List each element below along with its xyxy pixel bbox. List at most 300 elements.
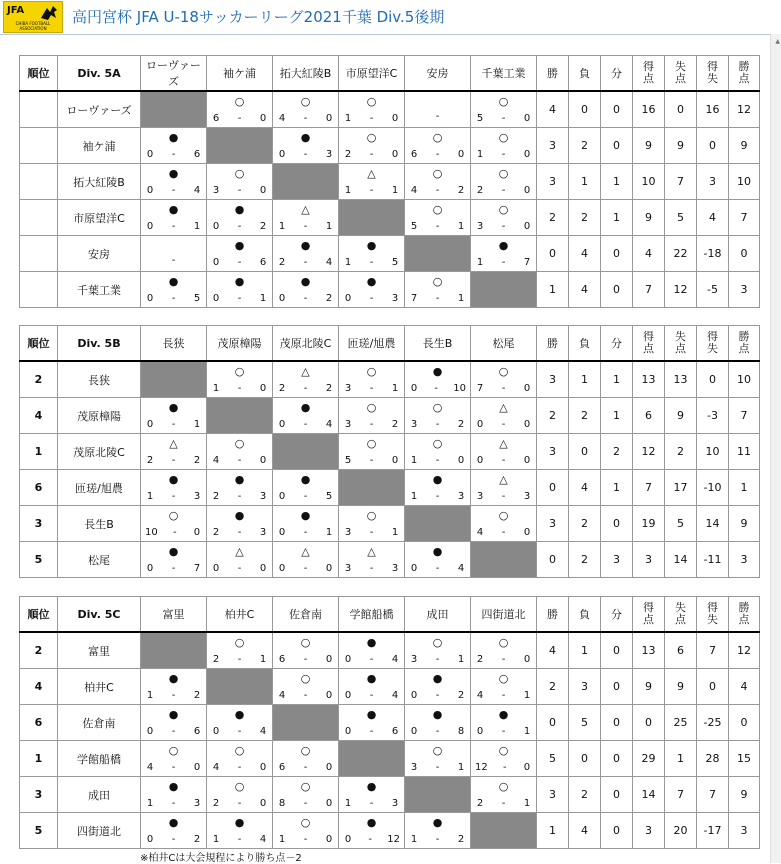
stat-ga: 2 [665, 434, 697, 470]
stat-w: 3 [537, 128, 569, 164]
score-dash: - [369, 654, 374, 665]
score-home: 1 [344, 798, 352, 809]
match-score [343, 293, 400, 304]
league-table-2 [19, 596, 760, 849]
stat-ga: 7 [665, 777, 697, 813]
stat-l: 3 [569, 669, 601, 705]
score-home: 4 [410, 185, 418, 196]
match-score [277, 419, 334, 430]
score-home: 1 [212, 383, 220, 394]
win-circle-icon: ○ [366, 401, 377, 414]
score-home: 3 [344, 527, 352, 538]
stat-l: 2 [569, 200, 601, 236]
rank-cell: 6 [20, 470, 58, 506]
win-circle-icon: ○ [432, 275, 443, 288]
self-match-cell [339, 741, 405, 777]
match-result-cell [273, 272, 339, 308]
score-away: 2 [457, 419, 465, 430]
score-home: 0 [212, 293, 220, 304]
stat-gd: 0 [697, 669, 729, 705]
stat-l: 0 [569, 434, 601, 470]
stat-gd: 4 [697, 200, 729, 236]
stat-d: 1 [601, 164, 633, 200]
standings-row [20, 164, 760, 200]
goals-against-header-bottom: 点 [675, 72, 686, 85]
match-score [277, 798, 334, 809]
team-column-header: 千葉工業 [471, 56, 537, 92]
score-home: 0 [476, 726, 484, 737]
rank-cell: 2 [20, 632, 58, 669]
match-score [145, 491, 202, 502]
win-circle-icon: ○ [234, 780, 245, 793]
score-away: 0 [325, 834, 333, 845]
score-dash: - [435, 491, 440, 502]
match-result-cell [471, 164, 537, 200]
win-header: 勝 [537, 326, 569, 362]
stat-ga: 9 [665, 128, 697, 164]
stat-ga: 13 [665, 361, 697, 398]
goals-against-header [665, 597, 697, 633]
match-result-cell [471, 506, 537, 542]
win-circle-icon: ○ [234, 437, 245, 450]
match-score [145, 834, 202, 845]
score-dash: - [303, 113, 308, 124]
loss-dot-icon: ● [300, 509, 311, 522]
match-result-cell [471, 470, 537, 506]
score-home: 0 [278, 419, 286, 430]
standings-row [20, 741, 760, 777]
score-away: 0 [325, 690, 333, 701]
score-away: 7 [523, 257, 531, 268]
loss-dot-icon: ● [498, 239, 509, 252]
team-name: 匝瑳/旭農 [58, 470, 141, 506]
stat-gd: -11 [697, 542, 729, 578]
match-result-cell [273, 542, 339, 578]
points-header [729, 56, 760, 92]
match-score [145, 762, 202, 773]
match-result-cell [141, 777, 207, 813]
score-dash: - [303, 419, 308, 430]
stat-gf: 4 [633, 236, 665, 272]
score-dash: - [369, 726, 374, 737]
match-result-cell [405, 272, 471, 308]
score-home: 3 [476, 221, 484, 232]
score-away: 0 [457, 455, 465, 466]
score-home: 0 [146, 419, 154, 430]
match-score [211, 383, 268, 394]
draw-triangle-icon: △ [499, 473, 508, 486]
self-match-cell [471, 813, 537, 849]
draw-triangle-icon: △ [235, 545, 244, 558]
win-circle-icon: ○ [300, 744, 311, 757]
score-away: 0 [523, 113, 531, 124]
loss-dot-icon: ● [234, 509, 245, 522]
match-result-cell [339, 542, 405, 578]
score-away: 3 [325, 149, 333, 160]
score-home: 0 [278, 293, 286, 304]
stat-l: 2 [569, 777, 601, 813]
score-home: 2 [212, 798, 220, 809]
win-circle-icon: ○ [366, 437, 377, 450]
score-home: 0 [212, 221, 220, 232]
match-result-cell [207, 632, 273, 669]
score-away: 2 [193, 455, 201, 466]
stat-pts: 10 [729, 164, 760, 200]
match-result-cell [339, 506, 405, 542]
stat-gf: 7 [633, 272, 665, 308]
team-name: 富里 [58, 632, 141, 669]
match-unplayed: - [171, 255, 176, 266]
score-away: 0 [325, 762, 333, 773]
standings-row [20, 434, 760, 470]
stat-d: 0 [601, 705, 633, 741]
loss-dot-icon: ● [366, 816, 377, 829]
stat-gf: 12 [633, 434, 665, 470]
stat-d: 0 [601, 91, 633, 128]
stat-gd: -18 [697, 236, 729, 272]
score-home: 0 [278, 491, 286, 502]
score-away: 1 [391, 185, 399, 196]
score-home: 1 [146, 491, 154, 502]
match-score [211, 563, 268, 574]
win-circle-icon: ○ [498, 95, 509, 108]
match-result-cell [405, 632, 471, 669]
score-dash: - [435, 185, 440, 196]
match-score [145, 419, 202, 430]
score-away: 3 [391, 798, 399, 809]
loss-dot-icon: ● [168, 708, 179, 721]
loss-dot-icon: ● [234, 473, 245, 486]
match-result-cell [405, 91, 471, 128]
match-score [211, 257, 268, 268]
stat-gf: 29 [633, 741, 665, 777]
score-dash: - [237, 383, 242, 394]
score-dash: - [171, 185, 176, 196]
score-dash: - [501, 798, 506, 809]
division-name: Div. 5B [58, 326, 141, 362]
match-score [343, 527, 400, 538]
score-home: 0 [410, 690, 418, 701]
match-result-cell [405, 434, 471, 470]
score-away: 4 [391, 690, 399, 701]
score-dash: - [501, 690, 506, 701]
match-result-cell [141, 542, 207, 578]
score-home: 6 [278, 654, 286, 665]
score-dash: - [501, 491, 506, 502]
score-home: 0 [146, 834, 154, 845]
win-circle-icon: ○ [498, 636, 509, 649]
stat-l: 2 [569, 542, 601, 578]
score-dash: - [237, 293, 242, 304]
stat-gd: -17 [697, 813, 729, 849]
match-result-cell [207, 434, 273, 470]
team-column-header: ローヴァーズ [141, 56, 207, 92]
jfa-logo [3, 1, 63, 33]
stat-l: 1 [569, 632, 601, 669]
score-away: 0 [325, 113, 333, 124]
match-score [343, 834, 400, 845]
match-result-cell [207, 813, 273, 849]
score-dash: - [369, 293, 374, 304]
match-result-cell [141, 200, 207, 236]
standings-row [20, 813, 760, 849]
draw-header: 分 [601, 56, 633, 92]
score-away: 1 [391, 527, 399, 538]
score-dash: - [369, 527, 374, 538]
logo-subtext: CHIBA FOOTBALL ASSOCIATION [15, 21, 51, 31]
score-away: 4 [259, 834, 267, 845]
stat-w: 3 [537, 777, 569, 813]
win-circle-icon: ○ [234, 167, 245, 180]
goals-against-header-top: 失 [675, 60, 686, 73]
score-dash: - [303, 257, 308, 268]
match-result-cell [141, 164, 207, 200]
match-result-cell [339, 272, 405, 308]
match-result-cell [339, 669, 405, 705]
match-score [343, 563, 400, 574]
match-score [475, 149, 532, 160]
stat-pts: 12 [729, 91, 760, 128]
stat-pts: 11 [729, 434, 760, 470]
score-dash: - [435, 419, 440, 430]
score-dash: - [501, 527, 506, 538]
match-result-cell [141, 272, 207, 308]
win-circle-icon: ○ [168, 509, 179, 522]
score-away: 4 [259, 726, 267, 737]
stat-gf: 6 [633, 398, 665, 434]
score-away: 3 [193, 491, 201, 502]
points-header-bottom: 点 [738, 72, 750, 85]
points-header-top: 勝 [738, 330, 750, 343]
match-score [211, 185, 268, 196]
stat-ga: 17 [665, 470, 697, 506]
match-score [277, 149, 334, 160]
points-header [729, 597, 760, 633]
team-column-header: 成田 [405, 597, 471, 633]
score-home: 4 [146, 762, 154, 773]
stat-ga: 9 [665, 398, 697, 434]
team-column-header: 市原望洋C [339, 56, 405, 92]
match-score [475, 113, 532, 124]
match-score [145, 563, 202, 574]
score-away: 10 [453, 383, 466, 394]
win-circle-icon: ○ [498, 744, 509, 757]
match-result-cell [273, 506, 339, 542]
goal-diff-header [697, 56, 729, 92]
team-name: 柏井C [58, 669, 141, 705]
self-match-cell [207, 128, 273, 164]
score-dash: - [237, 654, 242, 665]
score-home: 0 [344, 726, 352, 737]
score-away: 1 [457, 762, 465, 773]
match-result-cell [141, 128, 207, 164]
score-home: 3 [212, 185, 220, 196]
score-away: 0 [391, 113, 399, 124]
score-home: 0 [146, 293, 154, 304]
match-result-cell [207, 164, 273, 200]
self-match-cell [273, 705, 339, 741]
match-result-cell [339, 813, 405, 849]
score-dash: - [435, 293, 440, 304]
goals-for-header-bottom: 点 [643, 72, 654, 85]
draw-triangle-icon: △ [169, 437, 178, 450]
team-column-header: 長狭 [141, 326, 207, 362]
match-result-cell [471, 705, 537, 741]
loss-dot-icon: ● [234, 275, 245, 288]
score-home: 0 [344, 293, 352, 304]
goals-against-header-top: 失 [675, 601, 686, 614]
team-name: 佐倉南 [58, 705, 141, 741]
stat-d: 0 [601, 777, 633, 813]
score-away: 0 [259, 563, 267, 574]
stat-d: 1 [601, 361, 633, 398]
match-result-cell [339, 236, 405, 272]
match-score [211, 762, 268, 773]
score-away: 4 [391, 654, 399, 665]
stat-pts: 1 [729, 470, 760, 506]
team-column-header: 拓大紅陵B [273, 56, 339, 92]
match-result-cell [339, 398, 405, 434]
goal-diff-header-bottom: 失 [707, 72, 718, 85]
score-away: 4 [457, 563, 465, 574]
match-result-cell [207, 470, 273, 506]
stat-ga: 6 [665, 632, 697, 669]
match-result-cell [273, 398, 339, 434]
vertical-scrollbar[interactable] [770, 34, 781, 863]
goals-against-header [665, 326, 697, 362]
score-home: 3 [344, 383, 352, 394]
rank-header: 順位 [20, 597, 58, 633]
loss-dot-icon: ● [168, 545, 179, 558]
win-circle-icon: ○ [366, 131, 377, 144]
score-home: 0 [410, 563, 418, 574]
score-dash: - [303, 221, 308, 232]
scroll-up-arrow-icon[interactable]: ▲ [775, 38, 780, 45]
score-dash: - [303, 149, 308, 160]
stat-ga: 0 [665, 91, 697, 128]
rank-cell: 6 [20, 705, 58, 741]
team-name: 袖ケ浦 [58, 128, 141, 164]
loss-dot-icon: ● [168, 203, 179, 216]
match-score [343, 185, 400, 196]
standings-row [20, 470, 760, 506]
draw-header: 分 [601, 597, 633, 633]
win-circle-icon: ○ [432, 203, 443, 216]
loss-dot-icon: ● [234, 816, 245, 829]
match-score [343, 419, 400, 430]
score-home: 4 [278, 113, 286, 124]
match-result-cell [471, 200, 537, 236]
score-home: 0 [410, 383, 418, 394]
score-away: 1 [325, 221, 333, 232]
match-score [343, 149, 400, 160]
team-name: 学館船橋 [58, 741, 141, 777]
win-header: 勝 [537, 597, 569, 633]
match-result-cell [405, 705, 471, 741]
score-away: 6 [193, 149, 201, 160]
rank-cell [20, 91, 58, 128]
match-score [145, 149, 202, 160]
stat-pts: 9 [729, 128, 760, 164]
stat-pts: 15 [729, 741, 760, 777]
score-home: 2 [476, 798, 484, 809]
goals-against-header-top: 失 [675, 330, 686, 343]
points-header [729, 326, 760, 362]
match-score [409, 654, 466, 665]
stat-gd: -3 [697, 398, 729, 434]
match-score [145, 798, 202, 809]
match-score [475, 185, 532, 196]
match-score [475, 654, 532, 665]
score-away: 0 [523, 527, 531, 538]
win-circle-icon: ○ [366, 509, 377, 522]
score-dash: - [435, 834, 440, 845]
team-name: 茂原北陵C [58, 434, 141, 470]
match-score [277, 834, 334, 845]
score-home: 0 [344, 834, 352, 845]
score-dash: - [501, 113, 506, 124]
team-name: ローヴァーズ [58, 91, 141, 128]
match-result-cell [339, 361, 405, 398]
stat-d: 0 [601, 272, 633, 308]
stat-gd: 28 [697, 741, 729, 777]
self-match-cell [471, 272, 537, 308]
loss-dot-icon: ● [366, 780, 377, 793]
score-home: 0 [212, 563, 220, 574]
stat-w: 1 [537, 272, 569, 308]
score-away: 2 [193, 690, 201, 701]
match-result-cell [471, 128, 537, 164]
match-result-cell [273, 128, 339, 164]
team-name: 松尾 [58, 542, 141, 578]
league-table-0 [19, 55, 760, 308]
score-home: 0 [146, 149, 154, 160]
loss-dot-icon: ● [168, 275, 179, 288]
score-away: 0 [523, 455, 531, 466]
score-dash: - [171, 149, 176, 160]
stat-gf: 14 [633, 777, 665, 813]
points-header-top: 勝 [738, 60, 750, 73]
score-home: 10 [145, 527, 158, 538]
match-score [277, 527, 334, 538]
loss-dot-icon: ● [432, 708, 443, 721]
win-circle-icon: ○ [432, 131, 443, 144]
match-score [277, 563, 334, 574]
score-dash: - [434, 383, 438, 394]
score-away: 1 [523, 690, 531, 701]
score-away: 0 [193, 527, 201, 538]
loss-dot-icon: ● [168, 131, 179, 144]
score-home: 0 [476, 455, 484, 466]
match-result-cell [405, 813, 471, 849]
score-dash: - [171, 726, 176, 737]
score-home: 0 [278, 149, 286, 160]
match-result-cell [207, 777, 273, 813]
self-match-cell [141, 361, 207, 398]
match-score [145, 221, 202, 232]
score-away: 2 [325, 293, 333, 304]
score-home: 4 [476, 690, 484, 701]
match-score [145, 185, 202, 196]
score-home: 0 [278, 563, 286, 574]
match-result-cell [339, 164, 405, 200]
rank-cell: 4 [20, 669, 58, 705]
standings-row [20, 705, 760, 741]
win-circle-icon: ○ [498, 509, 509, 522]
match-result-cell [471, 91, 537, 128]
win-circle-icon: ○ [498, 780, 509, 793]
goal-diff-header-top: 得 [707, 601, 718, 614]
